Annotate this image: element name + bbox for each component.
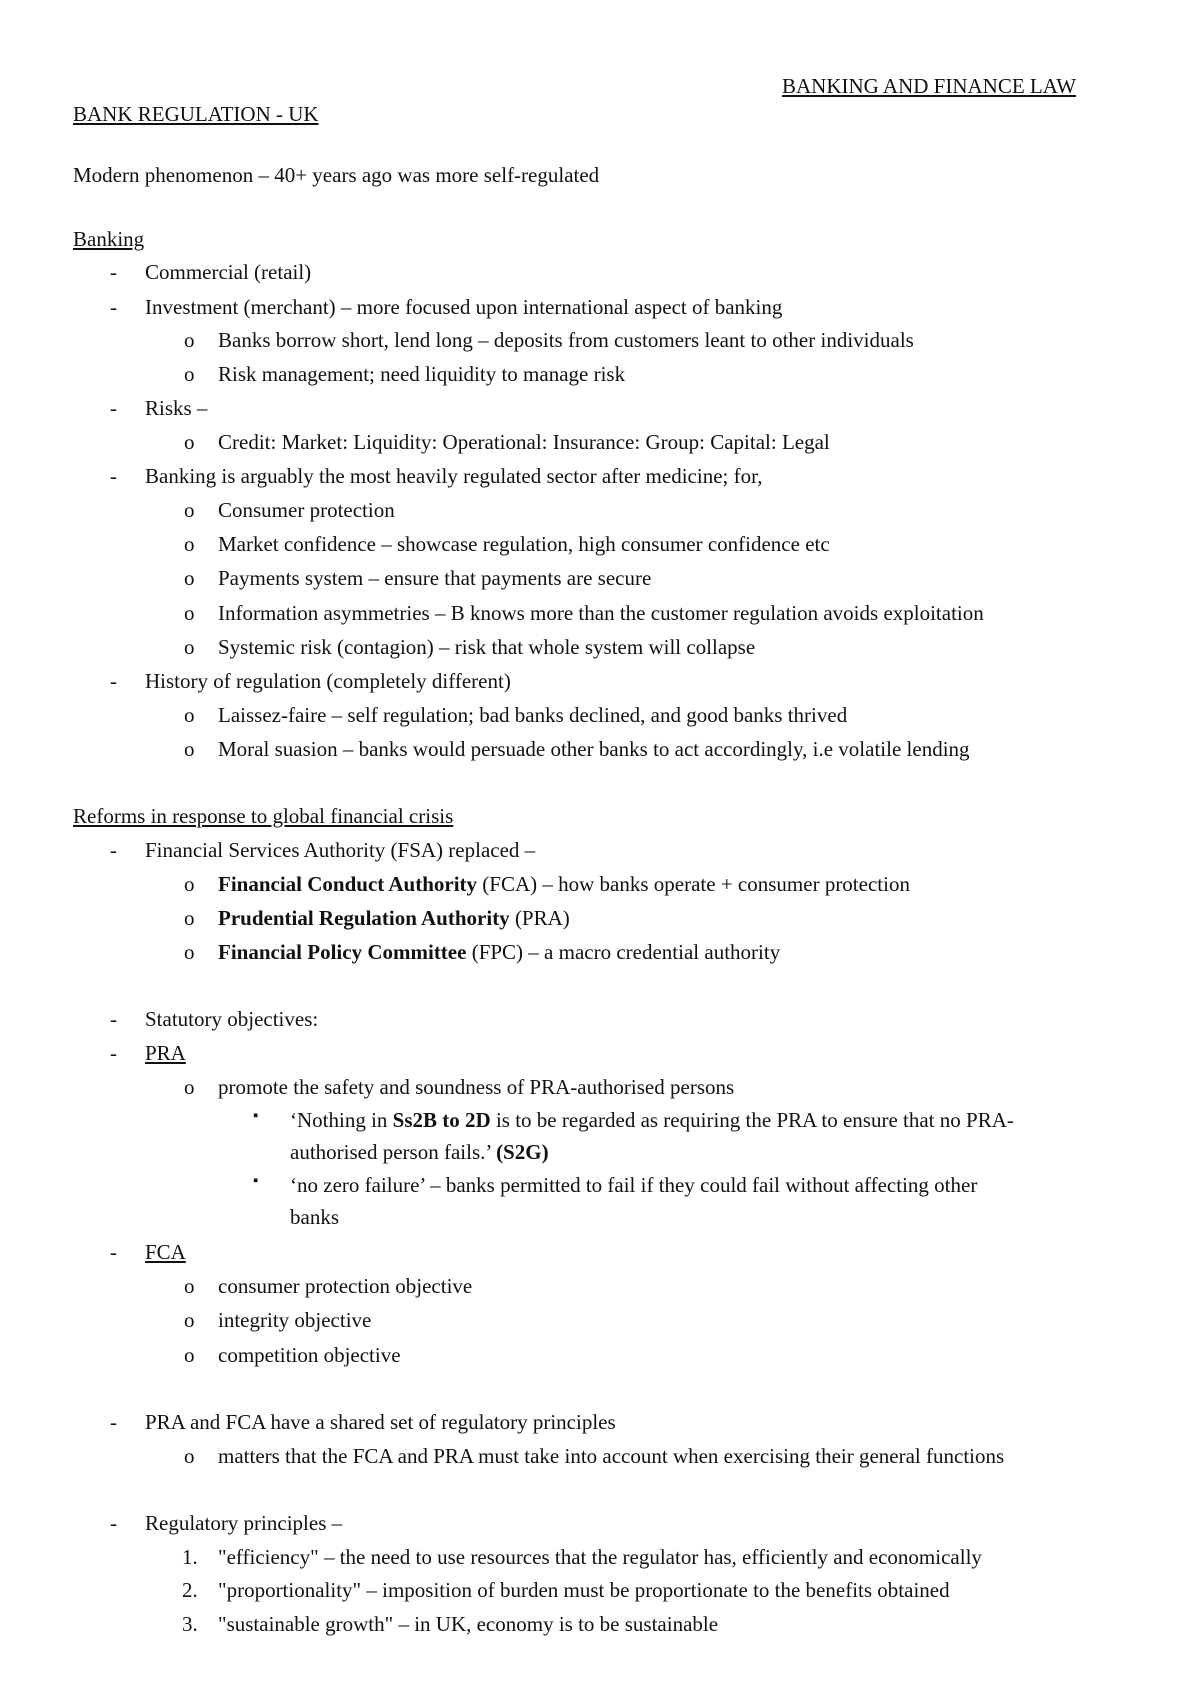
history-item: History of regulation (completely different) bbox=[145, 669, 511, 693]
dash-bullet: - bbox=[110, 669, 117, 693]
investment-sub-item: Banks borrow short, lend long – deposits from customers leant to other individuals bbox=[218, 328, 914, 352]
quote-section: (S2G) bbox=[496, 1140, 549, 1164]
regulatory-principles-item: Regulatory principles – bbox=[145, 1511, 343, 1535]
commercial-item: Commercial (retail) bbox=[145, 260, 312, 284]
regulated-sub-item: Information asymmetries – B knows more than the customer regulation avoids exploitation bbox=[218, 601, 984, 625]
quote-text: is to be regarded as requiring the PRA to ensure that no PRA- bbox=[490, 1108, 1014, 1132]
reforms-heading: Reforms in response to global financial crisis bbox=[73, 804, 454, 828]
shared-principles-sub: matters that the FCA and PRA must take into account when exercising their general functions bbox=[218, 1444, 1005, 1468]
dash-bullet: - bbox=[110, 464, 117, 488]
pra-heading: PRA bbox=[145, 1041, 186, 1065]
fpc-line bbox=[218, 940, 780, 965]
quote-text: ‘Nothing in bbox=[290, 1108, 393, 1132]
circle-bullet: o bbox=[184, 940, 195, 964]
square-bullet: ▪ bbox=[253, 1173, 259, 1189]
no-zero-failure-line-2: banks bbox=[290, 1205, 339, 1229]
quote-line-1 bbox=[290, 1108, 1014, 1133]
investment-item: Investment (merchant) – more focused upon international aspect of banking bbox=[145, 295, 783, 319]
dash-bullet: - bbox=[110, 1007, 117, 1031]
circle-bullet: o bbox=[184, 1343, 195, 1367]
circle-bullet: o bbox=[184, 703, 195, 727]
dash-bullet: - bbox=[110, 838, 117, 862]
quote-text: authorised person fails.’ bbox=[290, 1140, 497, 1164]
circle-bullet: o bbox=[184, 532, 195, 556]
square-bullet: ▪ bbox=[253, 1108, 259, 1124]
principle-item: "efficiency" – the need to use resources that the regulator has, efficiently and economically bbox=[218, 1545, 982, 1569]
fca-desc: (FCA) – how banks operate + consumer protection bbox=[477, 872, 910, 896]
circle-bullet: o bbox=[184, 737, 195, 761]
statutory-item: Statutory objectives: bbox=[145, 1007, 319, 1031]
regulated-sub-item: Market confidence – showcase regulation, high consumer confidence etc bbox=[218, 532, 830, 556]
regulated-sub-item: Consumer protection bbox=[218, 498, 395, 522]
page-title: BANK REGULATION - UK bbox=[73, 102, 319, 126]
principle-item: "proportionality" – imposition of burden must be proportionate to the benefits obtained bbox=[218, 1578, 950, 1602]
circle-bullet: o bbox=[184, 1274, 195, 1298]
intro-text: Modern phenomenon – 40+ years ago was more self-regulated bbox=[73, 163, 600, 187]
history-sub-item: Laissez-faire – self regulation; bad banks declined, and good banks thrived bbox=[218, 703, 848, 727]
fca-objective: competition objective bbox=[218, 1343, 401, 1367]
pra-objective: promote the safety and soundness of PRA-authorised persons bbox=[218, 1075, 735, 1099]
pra-name: Prudential Regulation Authority bbox=[218, 906, 510, 930]
regulated-sub-item: Payments system – ensure that payments are secure bbox=[218, 566, 652, 590]
risks-sub-item: Credit: Market: Liquidity: Operational: Insurance: Group: Capital: Legal bbox=[218, 430, 830, 454]
regulated-sub-item: Systemic risk (contagion) – risk that whole system will collapse bbox=[218, 635, 756, 659]
principle-item: "sustainable growth" – in UK, economy is to be sustainable bbox=[218, 1612, 719, 1636]
circle-bullet: o bbox=[184, 1075, 195, 1099]
dash-bullet: - bbox=[110, 1240, 117, 1264]
dash-bullet: - bbox=[110, 1041, 117, 1065]
circle-bullet: o bbox=[184, 872, 195, 896]
fca-objective: consumer protection objective bbox=[218, 1274, 473, 1298]
fca-name: Financial Conduct Authority bbox=[218, 872, 478, 896]
circle-bullet: o bbox=[184, 635, 195, 659]
banking-heading: Banking bbox=[73, 227, 145, 251]
circle-bullet: o bbox=[184, 498, 195, 522]
dash-bullet: - bbox=[110, 1511, 117, 1535]
shared-principles-item: PRA and FCA have a shared set of regulatory principles bbox=[145, 1410, 616, 1434]
quote-section: Ss2B to 2D bbox=[392, 1108, 491, 1132]
dash-bullet: - bbox=[110, 1410, 117, 1434]
list-number: 2. bbox=[182, 1578, 198, 1602]
circle-bullet: o bbox=[184, 601, 195, 625]
circle-bullet: o bbox=[184, 566, 195, 590]
circle-bullet: o bbox=[184, 362, 195, 386]
dash-bullet: - bbox=[110, 260, 117, 284]
course-title: BANKING AND FINANCE LAW bbox=[782, 74, 1077, 98]
fca-line bbox=[218, 872, 910, 897]
pra-line bbox=[218, 906, 570, 931]
history-sub-item: Moral suasion – banks would persuade other banks to act accordingly, i.e volatile lending bbox=[218, 737, 970, 761]
risks-item: Risks – bbox=[145, 396, 208, 420]
regulated-item: Banking is arguably the most heavily regulated sector after medicine; for, bbox=[145, 464, 763, 488]
circle-bullet: o bbox=[184, 906, 195, 930]
list-number: 3. bbox=[182, 1612, 198, 1636]
dash-bullet: - bbox=[110, 396, 117, 420]
quote-line-2 bbox=[290, 1140, 549, 1165]
circle-bullet: o bbox=[184, 430, 195, 454]
fca-objective: integrity objective bbox=[218, 1308, 372, 1332]
fpc-name: Financial Policy Committee bbox=[218, 940, 467, 964]
circle-bullet: o bbox=[184, 1444, 195, 1468]
list-number: 1. bbox=[182, 1545, 198, 1569]
dash-bullet: - bbox=[110, 295, 117, 319]
no-zero-failure-line-1: ‘no zero failure’ – banks permitted to fail if they could fail without affecting other bbox=[290, 1173, 978, 1197]
investment-sub-item: Risk management; need liquidity to manage risk bbox=[218, 362, 626, 386]
fsa-item: Financial Services Authority (FSA) replaced – bbox=[145, 838, 536, 862]
fpc-desc: (FPC) – a macro credential authority bbox=[466, 940, 781, 964]
circle-bullet: o bbox=[184, 1308, 195, 1332]
fca-heading: FCA bbox=[145, 1240, 186, 1264]
circle-bullet: o bbox=[184, 328, 195, 352]
pra-desc: (PRA) bbox=[509, 906, 570, 930]
